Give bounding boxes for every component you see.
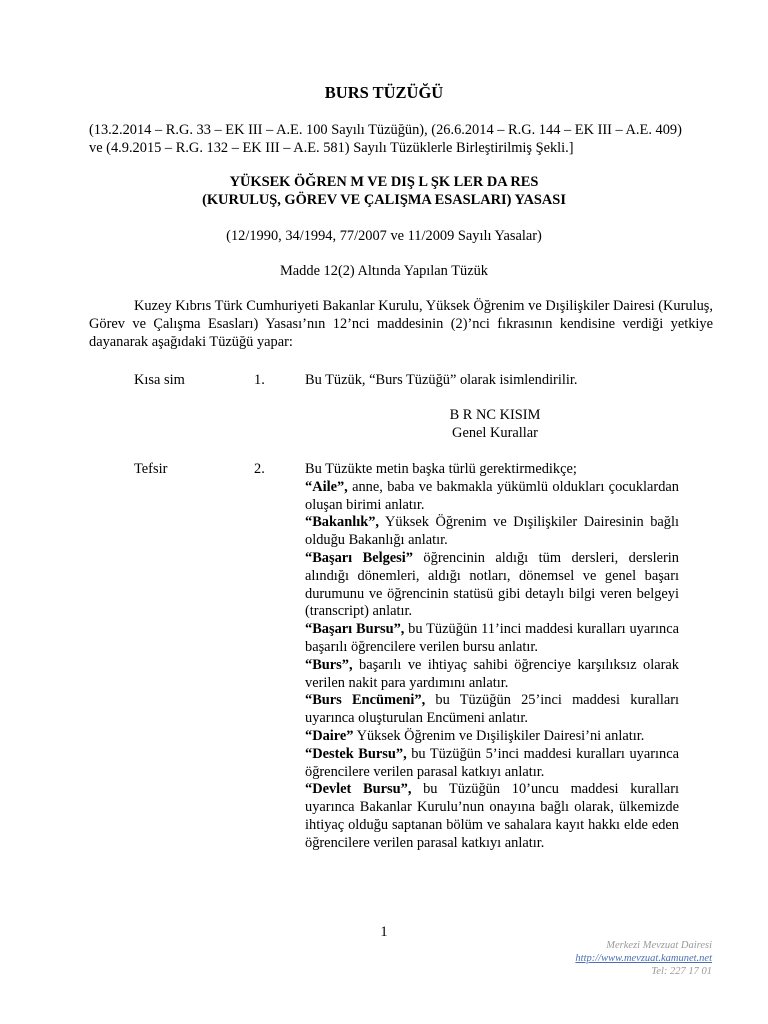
section-1-number: 1. <box>254 372 265 388</box>
definition-text: bu Tüzüğün 11’inci maddesi kuralları uyarınca başarılı öğrencilere verilen bursu anlatır. <box>305 621 679 655</box>
definition-text: Yüksek Öğrenim ve Dışilişkiler Dairesinin bağlı olduğu Bakanlığı anlatır. <box>305 514 679 549</box>
definition-text: Yüksek Öğrenim ve Dışilişkiler Dairesi’ni anlatır. <box>353 727 645 744</box>
definition-term: “Burs Encümeni”, <box>305 692 426 709</box>
definition-term: “Destek Bursu”, <box>305 745 407 762</box>
definition-term: “Aile”, <box>305 478 348 495</box>
footer-phone: Tel: 227 17 01 <box>651 966 712 977</box>
footer-stamp <box>575 939 712 978</box>
definition-item <box>305 728 679 746</box>
definition-item <box>305 657 679 693</box>
definition-term: “Daire” <box>305 727 354 744</box>
section-1-side-title: Kısa sim <box>134 372 185 388</box>
amendment-line-1: (13.2.2014 – R.G. 33 – EK III – A.E. 100 Sayılı Tüzüğün), (26.6.2014 – R.G. 144 – EK III – A.E. 409) <box>89 122 682 138</box>
law-numbers: (12/1990, 34/1994, 77/2007 ve 11/2009 Sayılı Yasalar) <box>226 228 542 244</box>
definitions-block <box>305 461 679 853</box>
definition-text: başarılı ve ihtiyaç sahibi öğrenciye karşılıksız olarak verilen nakit para yardımını anlatır. <box>305 656 679 691</box>
definition-text: bu Tüzüğün 25’inci maddesi kuralları uyarınca oluşturulan Encümeni anlatır. <box>305 692 679 727</box>
definition-term: “Başarı Bursu”, <box>305 621 405 638</box>
definition-item <box>305 692 679 728</box>
definition-term: “Bakanlık”, <box>305 514 379 531</box>
definition-text: anne, baba ve bakmakla yükümlü oldukları çocuklardan oluşan birimi anlatır. <box>305 478 679 513</box>
law-title-line-2: (KURULUŞ, GÖREV VE ÇALIŞMA ESASLARI) YASASI <box>202 192 566 208</box>
section-2-lead: Bu Tüzükte metin başka türlü gerektirmedikçe; <box>305 461 577 477</box>
intro-paragraph <box>89 298 713 351</box>
amendment-note <box>89 122 713 158</box>
part-title: B R NC KISIM <box>449 407 541 423</box>
definition-term: “Burs”, <box>305 656 353 673</box>
footer-office: Merkezi Mevzuat Dairesi <box>606 940 712 951</box>
section-2-side-title: Tefsir <box>134 461 168 477</box>
footer-link[interactable]: http://www.mevzuat.kamunet.net <box>575 953 712 964</box>
definition-item <box>305 746 679 782</box>
document-title: BURS TÜZÜĞÜ <box>324 83 444 102</box>
definition-term: “Devlet Bursu”, <box>305 781 412 798</box>
page-number: 1 <box>380 924 388 940</box>
amendment-line-2: ve (4.9.2015 – R.G. 132 – EK III – A.E. 581) Sayılı Tüzüklerle Birleştirilmiş Şekli.] <box>89 139 574 156</box>
definition-text: öğrencinin aldığı tüm dersleri, derslerin alındığı dönemleri, aldığı notları, dönemsel ve genel başarı durumunu ve öğrencinin statüsü gibi detaylı bilgi veren belgeyi (transcript) anlatır. <box>305 549 679 620</box>
enabling-article: Madde 12(2) Altında Yapılan Tüzük <box>280 263 488 279</box>
law-title-line-1: YÜKSEK ÖĞREN M VE DIŞ L ŞK LER DA RES <box>229 174 539 190</box>
definition-text: bu Tüzüğün 10’uncu maddesi kuralları uyarınca Bakanlar Kurulu’nun onayına bağlı olarak, ülkemizde ihtiyaç olduğu saptanan bölüm ve sahalara kayıt hakkı elde eden öğrencilere verilen parasal katkıyı anlatır. <box>305 781 679 851</box>
definition-text: bu Tüzüğün 5’inci maddesi kuralları uyarınca öğrencilere verilen parasal katkıyı anlatır. <box>305 745 679 780</box>
section-1-text: Bu Tüzük, “Burs Tüzüğü” olarak isimlendirilir. <box>305 372 578 388</box>
part-subtitle: Genel Kurallar <box>452 425 538 441</box>
section-2-number: 2. <box>254 461 265 477</box>
intro-text: Kuzey Kıbrıs Türk Cumhuriyeti Bakanlar Kurulu, Yüksek Öğrenim ve Dışilişkiler Dairesi (Kuruluş, Görev ve Çalışma Esasları) Yasası’nın 12’nci maddesinin (2)’nci fıkrasının kendisine verdiği yetkiye dayanarak aşağıdaki Tüzüğü yapar: <box>89 298 713 350</box>
definition-item <box>305 550 679 621</box>
definition-item <box>305 514 679 550</box>
definition-item <box>305 479 679 515</box>
definition-term: “Başarı Belgesi” <box>305 549 413 566</box>
definition-item <box>305 621 679 657</box>
definition-item <box>305 781 679 852</box>
